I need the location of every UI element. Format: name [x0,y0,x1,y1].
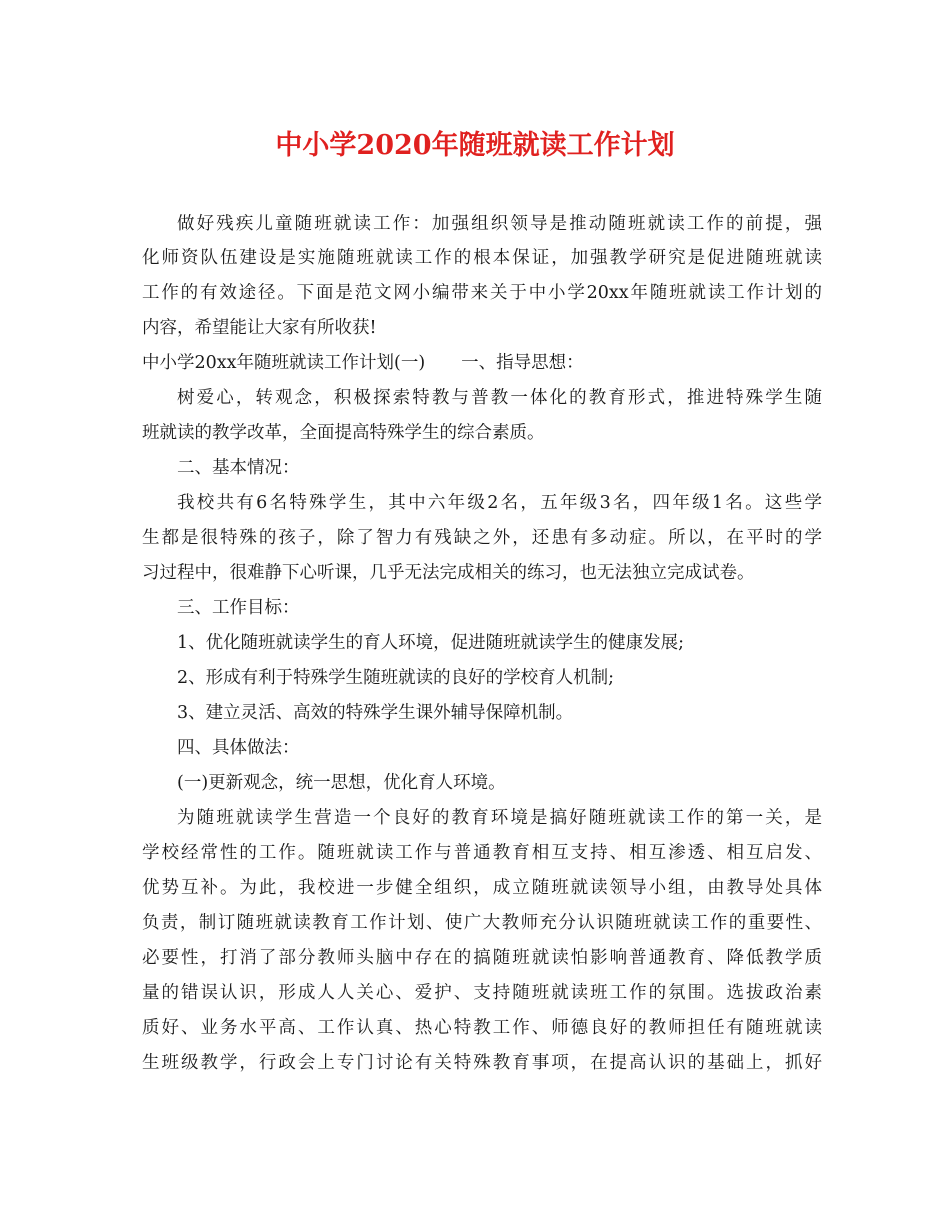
paragraph-line: 优势互补。为此，我校进一步健全组织，成立随班就读领导小组，由教导处具体 [142,878,822,898]
paragraph-line: 生都是很特殊的孩子，除了智力有残缺之外，还患有多动症。所以，在平时的学 [142,528,822,548]
list-item: 2、形成有利于特殊学生随班就读的良好的学校育人机制; [177,668,615,688]
paragraph-line: 内容，希望能让大家有所收获! [142,318,377,338]
section-heading: 二、基本情况： [177,458,300,478]
paragraph-line: 学校经常性的工作。随班就读工作与普通教育相互支持、相互渗透、相互启发、 [142,843,822,863]
paragraph-line: 化师资队伍建设是实施随班就读工作的根本保证，加强教学研究是促进随班就读 [142,248,822,268]
paragraph-line: 必要性，打消了部分教师头脑中存在的搞随班就读怕影响普通教育、降低教学质 [142,948,822,968]
paragraph-line: 为随班就读学生营造一个良好的教育环境是搞好随班就读工作的第一关，是 [177,808,822,828]
section-heading: 一、指导思想： [461,353,584,373]
subsection-heading: (一)更新观念，统一思想，优化育人环境。 [177,773,506,793]
paragraph-line: 树爱心，转观念，积极探索特教与普教一体化的教育形式，推进特殊学生随 [177,388,822,408]
paragraph-line: 质好、业务水平高、工作认真、热心特教工作、师德良好的教师担任有随班就读 [142,1018,822,1038]
list-item: 3、建立灵活、高效的特殊学生课外辅导保障机制。 [177,703,574,723]
list-item: 1、优化随班就读学生的育人环境，促进随班就读学生的健康发展; [177,633,685,653]
paragraph-line: 做好残疾儿童随班就读工作：加强组织领导是推动随班就读工作的前提，强 [177,214,822,234]
section-heading: 四、具体做法： [177,738,300,758]
paragraph-line: 班就读的教学改革，全面提高特殊学生的综合素质。 [142,423,545,443]
paragraph-line: 习过程中，很难静下心听课，几乎无法完成相关的练习，也无法独立完成试卷。 [142,563,755,583]
section-heading: 三、工作目标： [177,598,300,618]
paragraph-line: 工作的有效途径。下面是范文网小编带来关于中小学20xx年随班就读工作计划的 [142,283,822,303]
paragraph-line: 量的错误认识，形成人人关心、爱护、支持随班就读班工作的氛围。选拔政治素 [142,983,822,1003]
paragraph-line: 生班级教学，行政会上专门讨论有关特殊教育事项，在提高认识的基础上，抓好 [142,1053,822,1073]
section-header-line [142,346,822,380]
plan-subtitle: 中小学20xx年随班就读工作计划(一) [142,353,426,373]
paragraph-line: 负责，制订随班就读教育工作计划、使广大教师充分认识随班就读工作的重要性、 [142,913,822,933]
paragraph-line: 我校共有6名特殊学生，其中六年级2名，五年级3名，四年级1名。这些学 [177,493,822,513]
document-title: 中小学2020年随班就读工作计划 [275,130,675,161]
